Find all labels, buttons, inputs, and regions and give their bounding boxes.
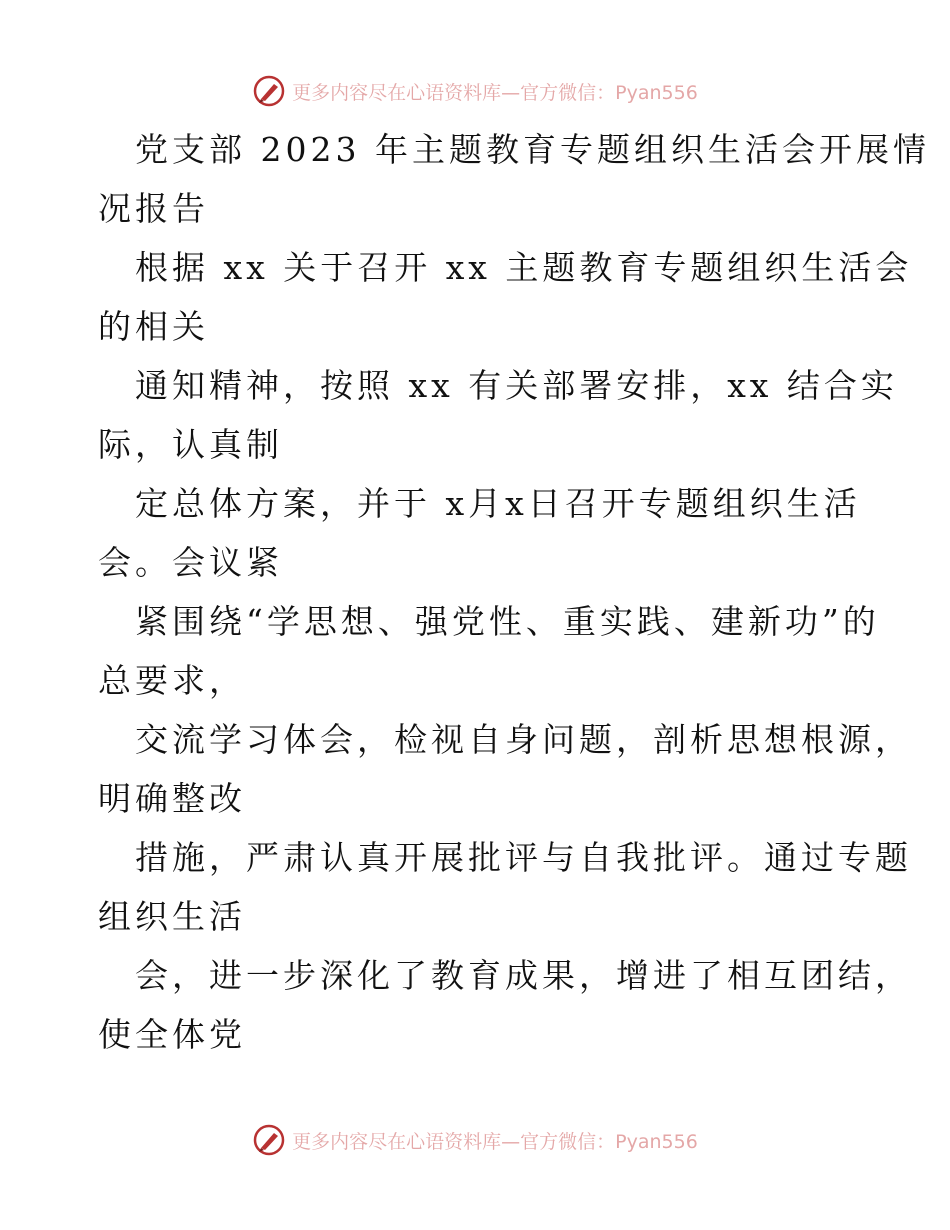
text-line: 会。会议紧 bbox=[98, 543, 283, 582]
document-body bbox=[98, 120, 930, 1064]
text-line: 况报告 bbox=[98, 189, 209, 228]
watermark-text: 更多内容尽在心语资料库—官方微信：Pyan556 bbox=[292, 81, 698, 104]
text-line: 交流学习体会，检视自身问题，剖析思想根源， bbox=[135, 720, 912, 759]
text-line: 定总体方案，并于 x月x日召开专题组织生活 bbox=[135, 484, 861, 523]
text-line: 的相关 bbox=[98, 307, 209, 346]
text-line: 根据 xx 关于召开 xx 主题教育专题组织生活会 bbox=[135, 248, 913, 287]
text-line: 组织生活 bbox=[98, 897, 246, 936]
text-line: 紧围绕“学思想、强党性、重实践、建新功”的 bbox=[135, 602, 880, 641]
text-line: 使全体党 bbox=[98, 1015, 246, 1054]
text-line: 总要求， bbox=[98, 661, 246, 700]
text-line: 措施，严肃认真开展批评与自我批评。通过专题 bbox=[135, 838, 912, 877]
text-line: 明确整改 bbox=[98, 779, 246, 818]
text-line: 会，进一步深化了教育成果，增进了相互团结， bbox=[135, 956, 912, 995]
pen-logo-icon bbox=[252, 1123, 286, 1157]
text-line: 党支部 2023 年主题教育专题组织生活会开展情 bbox=[135, 130, 930, 169]
footer-watermark bbox=[0, 1120, 950, 1160]
watermark-text: 更多内容尽在心语资料库—官方微信：Pyan556 bbox=[292, 1130, 698, 1153]
pen-logo-icon bbox=[252, 74, 286, 108]
text-line: 际，认真制 bbox=[98, 425, 283, 464]
header-watermark bbox=[0, 71, 950, 111]
text-line: 通知精神，按照 xx 有关部署安排，xx 结合实 bbox=[135, 366, 898, 405]
